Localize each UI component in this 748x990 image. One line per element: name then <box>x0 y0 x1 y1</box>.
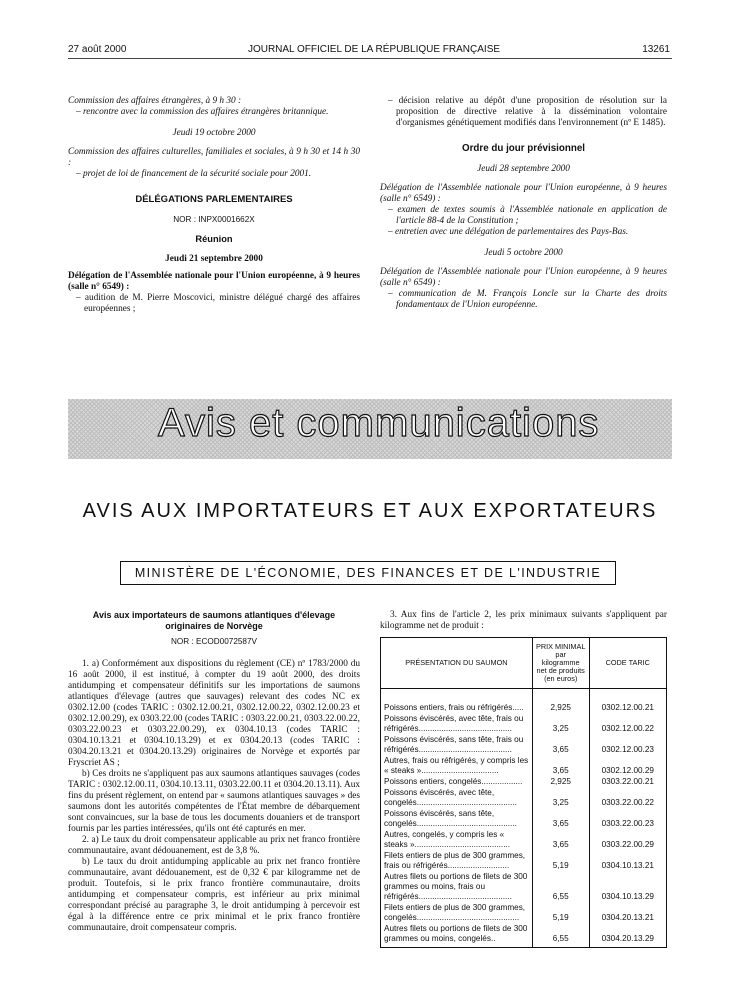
section-title: AVIS AUX IMPORTATEURS ET AUX EXPORTATEURS <box>82 500 658 522</box>
table-row <box>381 787 666 808</box>
avis-column <box>68 610 360 934</box>
cell-code: 0302.12.00.21 <box>589 689 666 714</box>
avis-paragraph: b) Le taux du droit antidumping applicable au prix net franco frontière communautaire, avant dédouanement, est de 0,32 € par kilogramme net de produit. Toutefois, si le prix franco frontière communautaire, droits antidumping et compensateur compris, est inférieur au prix minimal correspondant précisé au paragraphe 3, le droit antidumping à percevoir est égal à la différence entre ce prix minimal et le prix franco frontière communautaire, droit compensateur compris. <box>68 857 360 933</box>
nor-reference: NOR : ECOD0072587V <box>170 637 257 646</box>
table-row <box>381 850 666 871</box>
cell-price: 3,65 <box>532 808 589 829</box>
header-rule <box>68 58 672 59</box>
table-row <box>381 776 666 787</box>
avis-paragraph: 1. a) Conformément aux dispositions du règlement (CE) nº 1783/2000 du 16 août 2000, il est institué, à compter du 19 août 2000, des droits antidumping et compensateur définitifs sur les importations de saumons atlantiques d'élevage (autres que sauvages) relevant des codes NC ex 0302.12.00 (codes TARIC : 0302.12.00.21, 0302.12.00.22, 0302.12.00.23 et 0302.12.00.29), ex 0303.22.00 (codes TARIC : 0303.22.00.21, 0303.22.00.22, 0303.22.00.23 et 0303.22.00.29), ex 0304.10.13 (codes TARIC : 0304.10.13.21 et 0304.10.13.29) et ex 0304.20.13 (codes TARIC : 0304.20.13.21 et 0304.20.13.29) originaires de Norvège et exportés par Fryscriet AS ; <box>68 659 360 768</box>
cell-price: 3,65 <box>532 829 589 850</box>
column-header-code: CODE TARIC <box>589 638 666 689</box>
cell-price: 6,55 <box>532 923 589 947</box>
cell-presentation: Filets entiers de plus de 300 grammes, congelés............................................. <box>384 903 526 922</box>
delegation-item: – audition de M. Pierre Moscovici, ministre délégué chargé des affaires européennes ; <box>76 293 360 314</box>
date-heading: Jeudi 5 octobre 2000 <box>484 248 563 258</box>
delegation-entry: Délégation de l'Assemblée nationale pour l'Union européenne, à 9 heures (salle n° 6549) : <box>380 267 667 288</box>
cell-presentation: Poissons éviscérés, avec tête, congelés............................................ <box>384 788 517 807</box>
cell-code: 0304.10.13.21 <box>589 850 666 871</box>
cell-presentation: Poissons éviscérés, avec tête, frais ou réfrigérés......................................... <box>384 714 524 733</box>
cell-price: 2,925 <box>532 776 589 787</box>
cell-price: 3,65 <box>532 755 589 776</box>
right-top-column <box>380 96 667 311</box>
prices-intro: 3. Aux fins de l'article 2, les prix minimaux suivants s'appliquent par kilogramme net de produit : <box>380 610 667 631</box>
cell-price: 3,25 <box>532 787 589 808</box>
header-page-number: 13261 <box>642 44 670 55</box>
avis-banner <box>68 399 672 459</box>
table-row <box>381 923 666 947</box>
cell-price: 3,65 <box>532 734 589 755</box>
cell-presentation: Poissons entiers, frais ou réfrigérés..... <box>384 703 524 712</box>
header-date: 27 août 2000 <box>68 44 127 55</box>
cell-presentation: Autres filets ou portions de filets de 300 grammes ou moins, frais ou réfrigérés......................................... <box>384 872 528 901</box>
prices-table-frame <box>380 637 667 948</box>
cell-price: 5,19 <box>532 902 589 923</box>
avis-title: Avis aux importateurs de saumons atlantiques d'élevage originaires de Norvège <box>92 610 336 631</box>
prices-table <box>381 638 666 947</box>
banner-title: Avis et communications <box>158 401 600 445</box>
cell-presentation: Filets entiers de plus de 300 grammes, frais ou réfrigérés........................... <box>384 851 526 870</box>
decision-item: – décision relative au dépôt d'une proposition de résolution sur la proposition de directive relative à la dissémination volontaire d'organismes génétiquement modifiés dans l'environnement (nº E 1485). <box>388 96 667 128</box>
committee-foreign-affairs: Commission des affaires étrangères, à 9 h 30 : <box>68 96 242 106</box>
cell-code: 0303.22.00.21 <box>589 776 666 787</box>
delegation-entry: Délégation de l'Assemblée nationale pour l'Union européenne, à 9 heures (salle n° 6549) : <box>380 183 667 204</box>
cell-code: 0303.22.00.23 <box>589 808 666 829</box>
cell-presentation: Poissons éviscérés, sans tête, congelés............................................ <box>384 809 517 828</box>
cell-price: 3,25 <box>532 713 589 734</box>
cell-code: 0302.12.00.22 <box>589 713 666 734</box>
delegations-heading: DÉLÉGATIONS PARLEMENTAIRES <box>135 194 293 205</box>
cell-presentation: Poissons entiers, congelés.................. <box>384 777 523 786</box>
committee-item: – projet de loi de financement de la sécurité sociale pour 2001. <box>76 169 312 179</box>
cell-code: 0304.20.13.29 <box>589 923 666 947</box>
cell-presentation: Autres, frais ou réfrigérés, y compris les « steaks ».................................. <box>384 756 529 775</box>
nor-reference: NOR : INPX0001662X <box>173 215 255 224</box>
ministry-box <box>120 561 616 585</box>
header-journal: JOURNAL OFFICIEL DE LA RÉPUBLIQUE FRANÇAISE <box>247 44 501 55</box>
cell-price: 5,19 <box>532 850 589 871</box>
table-row <box>381 689 666 714</box>
avis-paragraph: b) Ces droits ne s'appliquent pas aux saumons atlantiques sauvages (codes TARIC : 0302.12.00.11, 0304.10.13.11, 0303.22.00.11 et 0304.20.13.11). Aux fins du présent règlement, on entend par « saumons atlantiques sauvages » des saumons dont les autorités compétentes de l'État membre de débarquement sont convaincues, sur la base de tous les documents douaniers et de transport fournis par les parties intéressées, qu'ils ont été capturés en mer. <box>68 769 360 834</box>
table-header-row <box>381 638 666 689</box>
table-row <box>381 755 666 776</box>
committee-item: – rencontre avec la commission des affaires étrangères britannique. <box>76 107 329 117</box>
table-row <box>381 734 666 755</box>
delegation-item: – communication de M. François Loncle sur la Charte des droits fondamentaux de l'Union européenne. <box>388 289 667 310</box>
cell-code: 0302.12.00.29 <box>589 755 666 776</box>
cell-code: 0302.12.00.23 <box>589 734 666 755</box>
cell-price: 2,925 <box>532 689 589 714</box>
table-row <box>381 808 666 829</box>
table-row <box>381 829 666 850</box>
cell-code: 0303.22.00.22 <box>589 787 666 808</box>
left-top-column <box>68 96 360 315</box>
date-heading: Jeudi 28 septembre 2000 <box>477 164 570 174</box>
delegation-entry: Délégation de l'Assemblée nationale pour l'Union européenne, à 9 heures (salle n° 6549) : <box>68 271 360 292</box>
delegation-item: – examen de textes soumis à l'Assemblée nationale en application de l'article 88-4 de la Constitution ; <box>388 205 667 226</box>
delegation-item: – entretien avec une délégation de parlementaires des Pays-Bas. <box>388 227 629 237</box>
column-header-presentation: PRÉSENTATION DU SAUMON <box>381 638 532 689</box>
table-row <box>381 902 666 923</box>
agenda-heading: Ordre du jour prévisionnel <box>461 143 586 154</box>
cell-presentation: Poissons éviscérés, sans tête, frais ou réfrigérés......................................... <box>384 735 524 754</box>
avis-paragraph: 2. a) Le taux du droit compensateur applicable au prix net franco frontière communautaire, avant dédouanement, est de 3,8 %. <box>68 835 360 856</box>
column-header-price: PRIX MINIMAL par kilogramme net de produits (en euros) <box>532 638 589 689</box>
cell-presentation: Autres filets ou portions de filets de 300 grammes ou moins, congelés.. <box>384 924 528 943</box>
cell-price: 6,55 <box>532 871 589 902</box>
ministry-title: MINISTÈRE DE L'ÉCONOMIE, DES FINANCES ET DE L'INDUSTRIE <box>134 566 602 580</box>
committee-cultural-affairs: Commission des affaires culturelles, familiales et sociales, à 9 h 30 et 14 h 30 : <box>68 147 360 168</box>
cell-code: 0304.10.13.29 <box>589 871 666 902</box>
reunion-heading: Réunion <box>195 234 233 244</box>
right-bottom-column <box>380 610 667 632</box>
date-heading: Jeudi 21 septembre 2000 <box>165 254 263 264</box>
cell-code: 0303.22.00.29 <box>589 829 666 850</box>
cell-code: 0304.20.13.21 <box>589 902 666 923</box>
date-heading: Jeudi 19 octobre 2000 <box>172 128 256 138</box>
table-body <box>381 689 666 948</box>
cell-presentation: Autres, congelés, y compris les « steaks ».......................................... <box>384 830 511 849</box>
table-row <box>381 871 666 902</box>
table-row <box>381 713 666 734</box>
